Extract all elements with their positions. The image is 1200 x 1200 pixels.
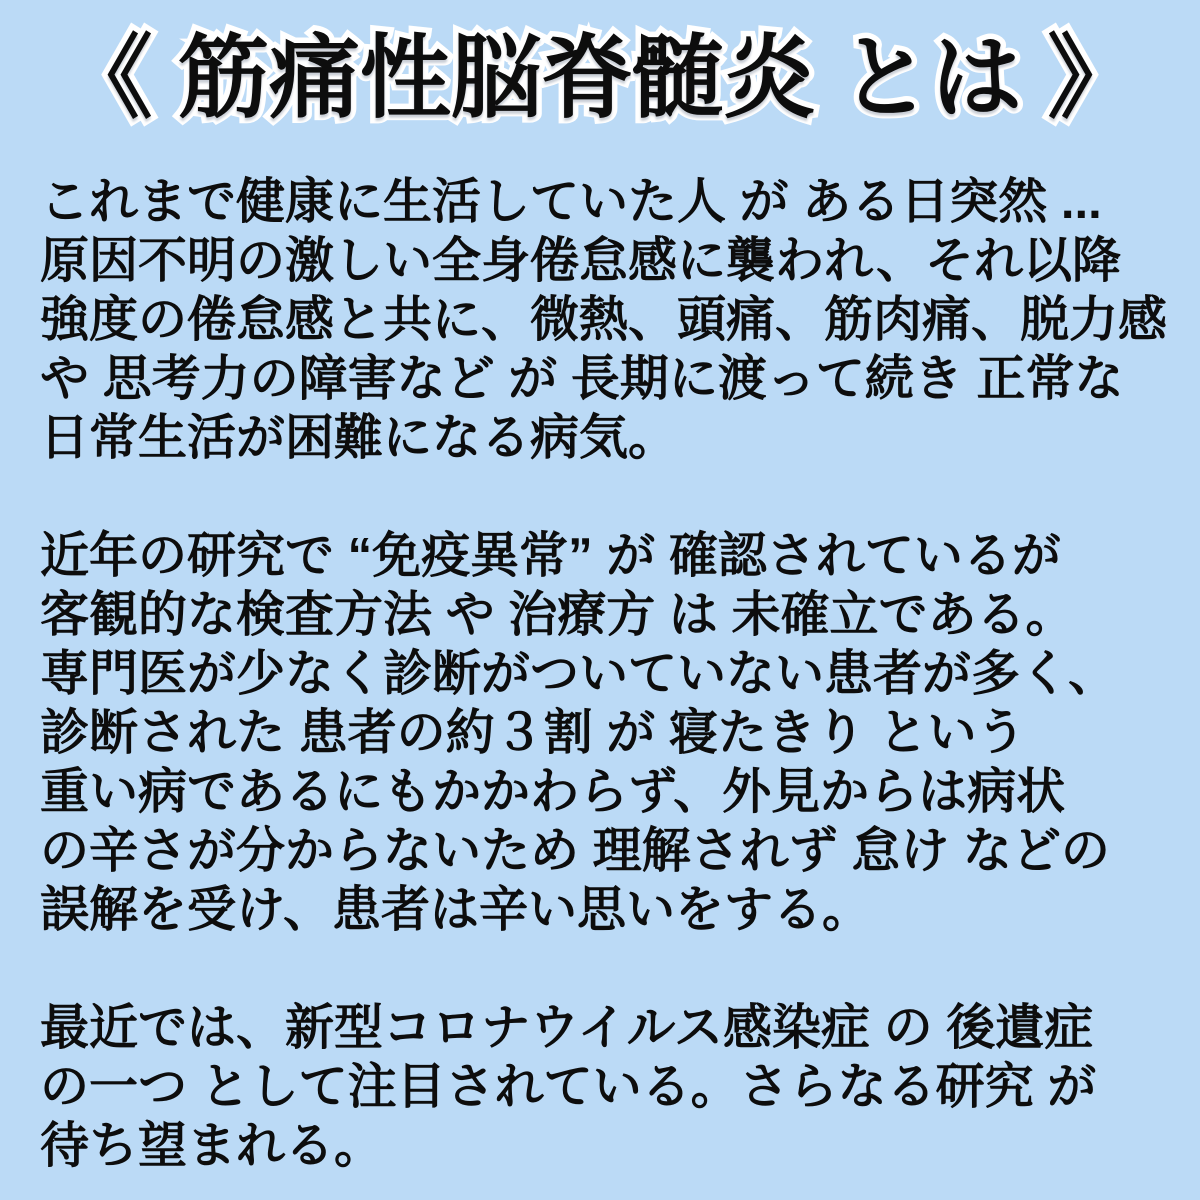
page-title: 《 筋痛性脳脊髄炎 とは 》: [61, 28, 1139, 129]
text-line: 近年の研究で “免疫異常” が 確認されているが: [40, 529, 1061, 584]
body-text: [40, 173, 1200, 1176]
paragraph-overview: [40, 173, 1200, 468]
text-line: の一つ として注目されている。さらなる研究 が: [40, 1060, 1097, 1115]
text-line: 専門医が少なく診断がついていない患者が多く、: [40, 647, 1118, 702]
text-line: 日常生活が困難になる病気。: [40, 411, 678, 466]
text-line: 重い病であるにもかかわらず、外見からは病状: [40, 765, 1066, 820]
text-line: 最近では、新型コロナウイルス感染症 の 後遺症: [40, 1001, 1094, 1056]
text-line: 原因不明の激しい全身倦怠感に襲われ、それ以降: [40, 234, 1121, 289]
text-line: の辛さが分からないため 理解されず 怠け などの: [40, 824, 1110, 879]
text-line: 客観的な検査方法 や 治療方 は 未確立である。: [40, 588, 1075, 643]
text-line: 強度の倦怠感と共に、微熱、頭痛、筋肉痛、脱力感: [40, 293, 1168, 348]
text-line: 診断された 患者の約３割 が 寝たきり という: [40, 706, 1026, 761]
text-line: これまで健康に生活していた人 が ある日突然 ...: [40, 175, 1102, 230]
text-line: 待ち望まれる。: [40, 1119, 384, 1174]
paragraph-covid: [40, 999, 1200, 1176]
text-line: や 思考力の障害など が 長期に渡って続き 正常な: [40, 352, 1124, 407]
paragraph-research: [40, 527, 1200, 940]
text-line: 誤解を受け、患者は辛い思いをする。: [40, 883, 872, 938]
